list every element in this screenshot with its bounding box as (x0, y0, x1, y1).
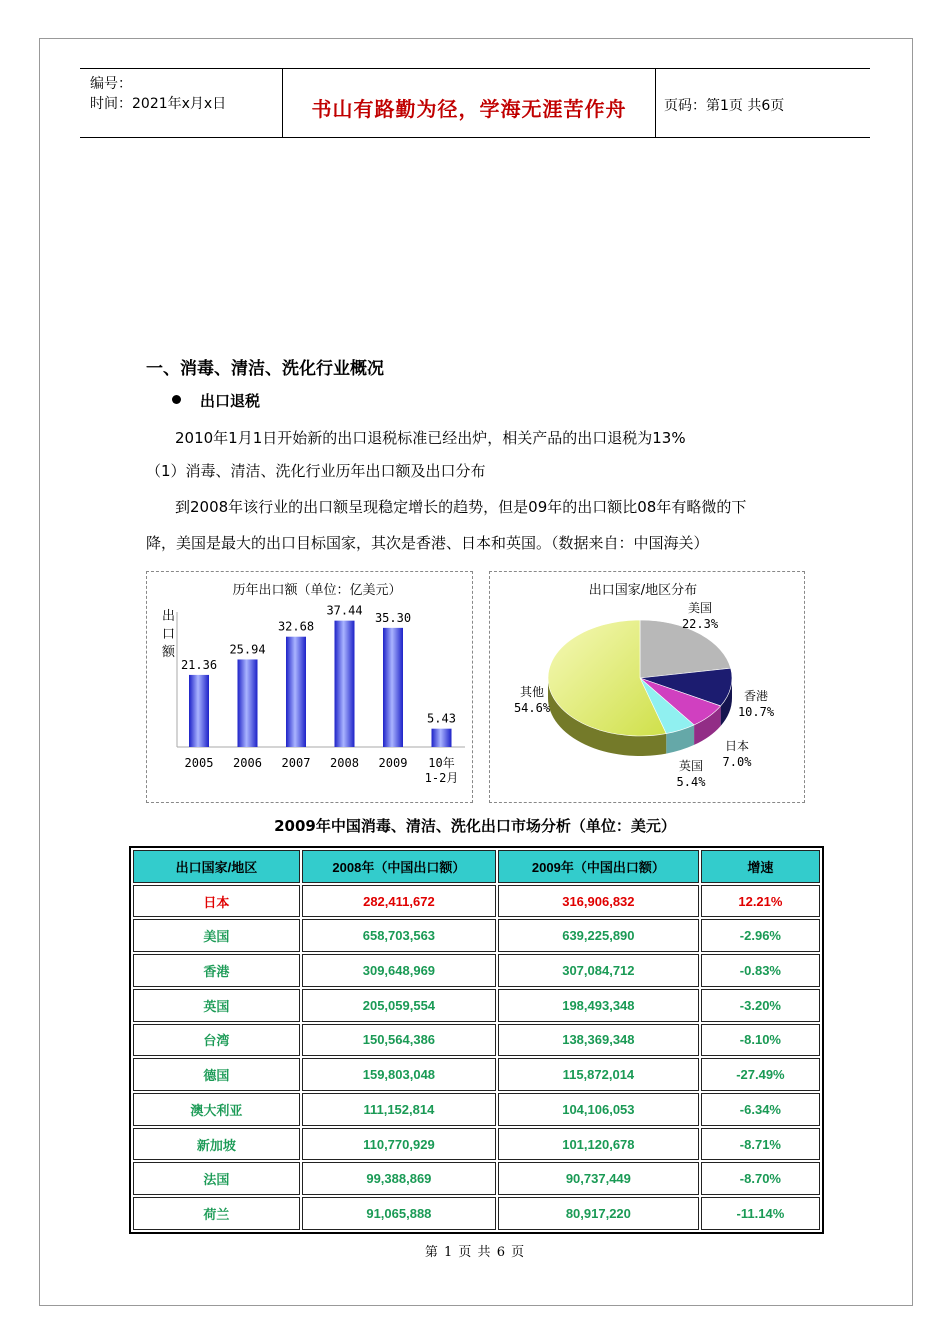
table-cell: 316,906,832 (498, 885, 699, 918)
pie-label-其他: 其他 54.6% (513, 685, 551, 715)
table-cell: 110,770,929 (302, 1128, 496, 1161)
table-header-row (133, 850, 820, 883)
table-cell: 90,737,449 (498, 1162, 699, 1195)
pie-label-美国: 美国 22.3% (681, 601, 719, 631)
table-cell: 91,065,888 (302, 1197, 496, 1230)
table-cell: 法国 (133, 1162, 300, 1195)
number-label: 编号： (90, 76, 132, 92)
table-cell: 荷兰 (133, 1197, 300, 1230)
header-meta-cell (80, 69, 283, 137)
bar-chart (147, 572, 472, 802)
table-cell: 658,703,563 (302, 919, 496, 952)
bar-2005 (189, 675, 209, 747)
bar-category-label: 2005 (184, 756, 214, 770)
table-row (133, 919, 820, 952)
subtitle: （1）消毒、清洁、洗化行业历年出口额及出口分布 (146, 462, 486, 480)
paragraph-tax: 2010年1月1日开始新的出口退税标准已经出炉，相关产品的出口退税为13% (175, 429, 686, 447)
table-header-cell: 增速 (701, 850, 820, 883)
export-table (129, 846, 824, 1234)
bullet-item (172, 390, 260, 411)
header-page-cell (656, 69, 870, 137)
bar-category-label: 2009 (378, 756, 408, 770)
table-cell: 台湾 (133, 1024, 300, 1057)
table-cell: 香港 (133, 954, 300, 987)
table-header-cell: 2008年（中国出口额） (302, 850, 496, 883)
bar-2006 (238, 659, 258, 747)
table-cell: 英国 (133, 989, 300, 1022)
table-cell: 111,152,814 (302, 1093, 496, 1126)
bar-value-label: 21.36 (180, 657, 218, 672)
table-row (133, 1197, 820, 1230)
table-row (133, 989, 820, 1022)
table-cell: 115,872,014 (498, 1058, 699, 1091)
paragraph-trend-line2: 降，美国是最大的出口目标国家，其次是香港、日本和英国。（数据来自：中国海关） (146, 534, 709, 552)
table-cell: -8.71% (701, 1128, 820, 1161)
bar-category-label: 10年 1-2月 (424, 756, 459, 785)
table-caption: 2009年中国消毒、清洁、洗化出口市场分析（单位：美元） (274, 817, 676, 835)
table-cell: 198,493,348 (498, 989, 699, 1022)
bar-value-label: 25.94 (229, 642, 266, 657)
table-cell: -11.14% (701, 1197, 820, 1230)
bullet-dot-icon (172, 395, 181, 404)
bar-chart-ylabel: 出口额 (162, 609, 176, 660)
pie-label-香港: 香港 10.7% (737, 689, 775, 719)
table-cell: -8.10% (701, 1024, 820, 1057)
bar-10年 1-2月 (432, 729, 452, 747)
pie-chart-box (489, 571, 805, 803)
table-cell: 澳大利亚 (133, 1093, 300, 1126)
bar-value-label: 35.30 (374, 610, 412, 625)
table-cell: 新加坡 (133, 1128, 300, 1161)
table-cell: 99,388,869 (302, 1162, 496, 1195)
bar-chart-box (146, 571, 473, 803)
time-label: 时间：2021年x月x日 (90, 96, 227, 112)
table-cell: 309,648,969 (302, 954, 496, 987)
table-cell: 205,059,554 (302, 989, 496, 1022)
header-motto-cell (283, 69, 656, 137)
table-cell: -3.20% (701, 989, 820, 1022)
table-cell: 639,225,890 (498, 919, 699, 952)
table-cell: -6.34% (701, 1093, 820, 1126)
table-cell: 307,084,712 (498, 954, 699, 987)
table-cell: -8.70% (701, 1162, 820, 1195)
table-header-cell: 2009年（中国出口额） (498, 850, 699, 883)
table-cell: -2.96% (701, 919, 820, 952)
bar-chart-title: 历年出口额（单位：亿美元） (232, 583, 402, 598)
page-info: 页码：第1页 共6页 (664, 98, 785, 114)
pie-chart (490, 572, 804, 802)
bar-2007 (286, 637, 306, 747)
bar-2008 (335, 621, 355, 747)
table-cell: 159,803,048 (302, 1058, 496, 1091)
table-cell: 138,369,348 (498, 1024, 699, 1057)
document-header (80, 68, 870, 138)
pie-chart-title: 出口国家/地区分布 (588, 583, 698, 598)
table-cell: 80,917,220 (498, 1197, 699, 1230)
bar-value-label: 5.43 (427, 711, 456, 726)
pie-label-英国: 英国 5.4% (676, 759, 706, 789)
table-cell: 282,411,672 (302, 885, 496, 918)
table-row (133, 1162, 820, 1195)
table-row (133, 954, 820, 987)
table-cell: 150,564,386 (302, 1024, 496, 1057)
page-footer: 第 1 页 共 6 页 (424, 1245, 526, 1260)
table-row (133, 1128, 820, 1161)
paragraph-trend-line1: 到2008年该行业的出口额呈现稳定增长的趋势，但是09年的出口额比08年有略微的下 (175, 498, 747, 516)
section-title: 一、消毒、清洁、洗化行业概况 (146, 359, 384, 379)
table-cell: 美国 (133, 919, 300, 952)
table-cell: -27.49% (701, 1058, 820, 1091)
table-cell: 12.21% (701, 885, 820, 918)
table-header-cell: 出口国家/地区 (133, 850, 300, 883)
table-row (133, 1024, 820, 1057)
bar-category-label: 2007 (281, 756, 311, 770)
table-cell: 104,106,053 (498, 1093, 699, 1126)
pie-label-日本: 日本 7.0% (722, 739, 752, 769)
table-cell: 101,120,678 (498, 1128, 699, 1161)
bullet-text: 出口退税 (200, 392, 261, 410)
motto: 书山有路勤为径，学海无涯苦作舟 (311, 97, 627, 121)
bar-category-label: 2006 (233, 756, 262, 770)
table-row (133, 885, 820, 918)
table-cell: -0.83% (701, 954, 820, 987)
table-row (133, 1058, 820, 1091)
bar-2009 (383, 628, 403, 747)
table-row (133, 1093, 820, 1126)
bar-value-label: 37.44 (326, 603, 363, 618)
table-cell: 日本 (133, 885, 300, 918)
table-cell: 德国 (133, 1058, 300, 1091)
bar-category-label: 2008 (330, 756, 359, 770)
bar-value-label: 32.68 (277, 619, 315, 634)
